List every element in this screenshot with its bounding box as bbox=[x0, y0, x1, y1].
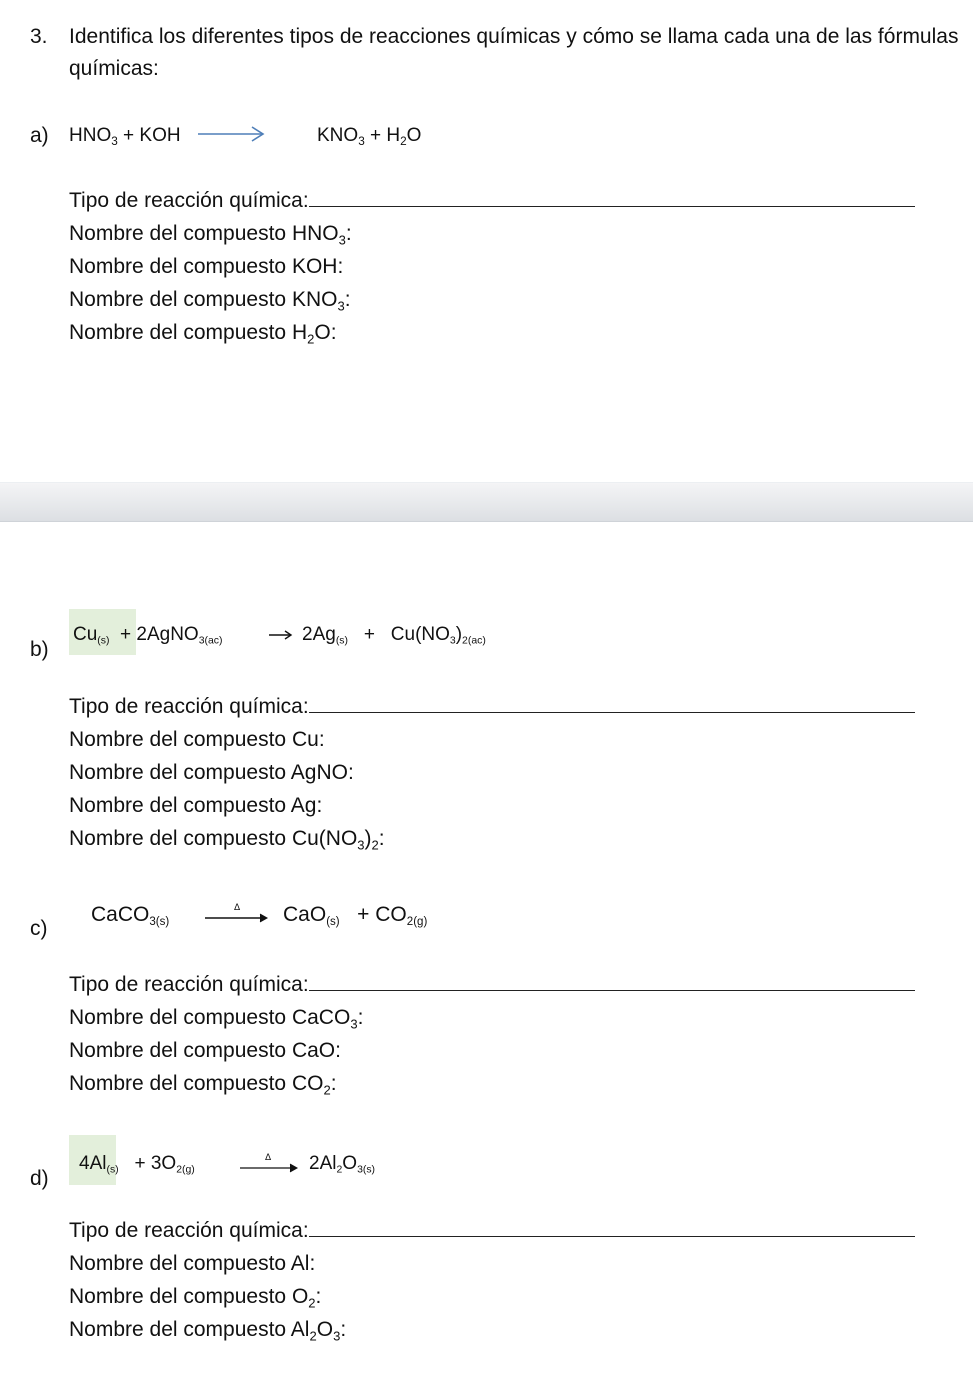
item-b-compound-2: Nombre del compuesto AgNO: bbox=[69, 761, 354, 784]
item-d-tipo-row bbox=[69, 1218, 915, 1244]
item-b-letter: b) bbox=[30, 638, 49, 661]
equation-c-reactants: CaCO$_{3(s)}$ bbox=[91, 903, 170, 929]
heat-arrow-icon bbox=[239, 1151, 301, 1177]
item-a-letter: a) bbox=[30, 124, 49, 147]
item-d-letter: d) bbox=[30, 1167, 49, 1190]
tipo-label: Tipo de reacción química: bbox=[69, 973, 309, 996]
question-text-line1: Identifica los diferentes tipos de reacciones químicas y cómo se llama cada una de las fórmulas bbox=[69, 25, 959, 48]
item-c-compound-1: Nombre del compuesto CaCO$_3$: bbox=[69, 1006, 364, 1032]
item-b-compound-3: Nombre del compuesto Ag: bbox=[69, 794, 323, 817]
item-b-compound-4: Nombre del compuesto $Cu(NO_3)_2$: bbox=[69, 827, 385, 853]
tipo-label: Tipo de reacción química: bbox=[69, 189, 309, 212]
equation-a-products: $KNO_3 + H_2O$ bbox=[317, 125, 422, 149]
answer-blank[interactable] bbox=[309, 206, 915, 207]
item-b-tipo-row bbox=[69, 694, 915, 720]
item-d-compound-1: Nombre del compuesto Al: bbox=[69, 1252, 316, 1275]
item-d-compound-2: Nombre del compuesto $O_2$: bbox=[69, 1285, 322, 1311]
item-a-compound-4: Nombre del compuesto $H_2O$: bbox=[69, 321, 337, 347]
equation-d-reactants: $4Al_{(s)}$ + $3O_{2(g)}$ bbox=[79, 1153, 195, 1176]
item-a-compound-2: Nombre del compuesto KOH: bbox=[69, 255, 344, 278]
svg-text:Δ: Δ bbox=[265, 1153, 272, 1163]
answer-blank[interactable] bbox=[309, 712, 915, 713]
item-c-tipo-row bbox=[69, 972, 915, 998]
item-a-compound-3: Nombre del compuesto $KNO_3$: bbox=[69, 288, 351, 314]
equation-d-products: $2Al_2O_{3(s)}$ bbox=[309, 1153, 376, 1176]
question-text-line2: químicas: bbox=[69, 57, 159, 80]
equation-c-products: CaO$_{(s)}$ + $CO_{2(g)}$ bbox=[283, 903, 428, 929]
item-c-letter: c) bbox=[30, 917, 48, 940]
tipo-label: Tipo de reacción química: bbox=[69, 1219, 309, 1242]
page-separator bbox=[0, 482, 973, 522]
item-c-compound-3: Nombre del compuesto $CO_2$: bbox=[69, 1072, 337, 1098]
item-a-compound-1: Nombre del compuesto $HNO_3$: bbox=[69, 222, 352, 248]
tipo-label: Tipo de reacción química: bbox=[69, 695, 309, 718]
item-c-compound-2: Nombre del compuesto CaO: bbox=[69, 1039, 341, 1062]
answer-blank[interactable] bbox=[309, 1236, 915, 1237]
reaction-arrow-icon bbox=[196, 124, 268, 142]
answer-blank[interactable] bbox=[309, 990, 915, 991]
item-d-compound-3: Nombre del compuesto $Al_2O_3$: bbox=[69, 1318, 347, 1344]
question-number: 3. bbox=[30, 25, 48, 48]
reaction-arrow-icon bbox=[268, 627, 294, 643]
item-a-tipo-row bbox=[69, 188, 915, 214]
equation-b: $Cu_{(s)}$ + 2AgNO$_{3(ac)}$ bbox=[73, 624, 223, 647]
heat-arrow-icon bbox=[204, 901, 270, 927]
svg-text:Δ: Δ bbox=[234, 903, 241, 913]
item-b-compound-1: Nombre del compuesto Cu: bbox=[69, 728, 325, 751]
equation-b-products: $2Ag_{(s)}$ + $Cu(NO_3)_{2(ac)}$ bbox=[302, 624, 486, 647]
equation-a-reactants: $HNO_3$ + KOH bbox=[69, 125, 181, 149]
